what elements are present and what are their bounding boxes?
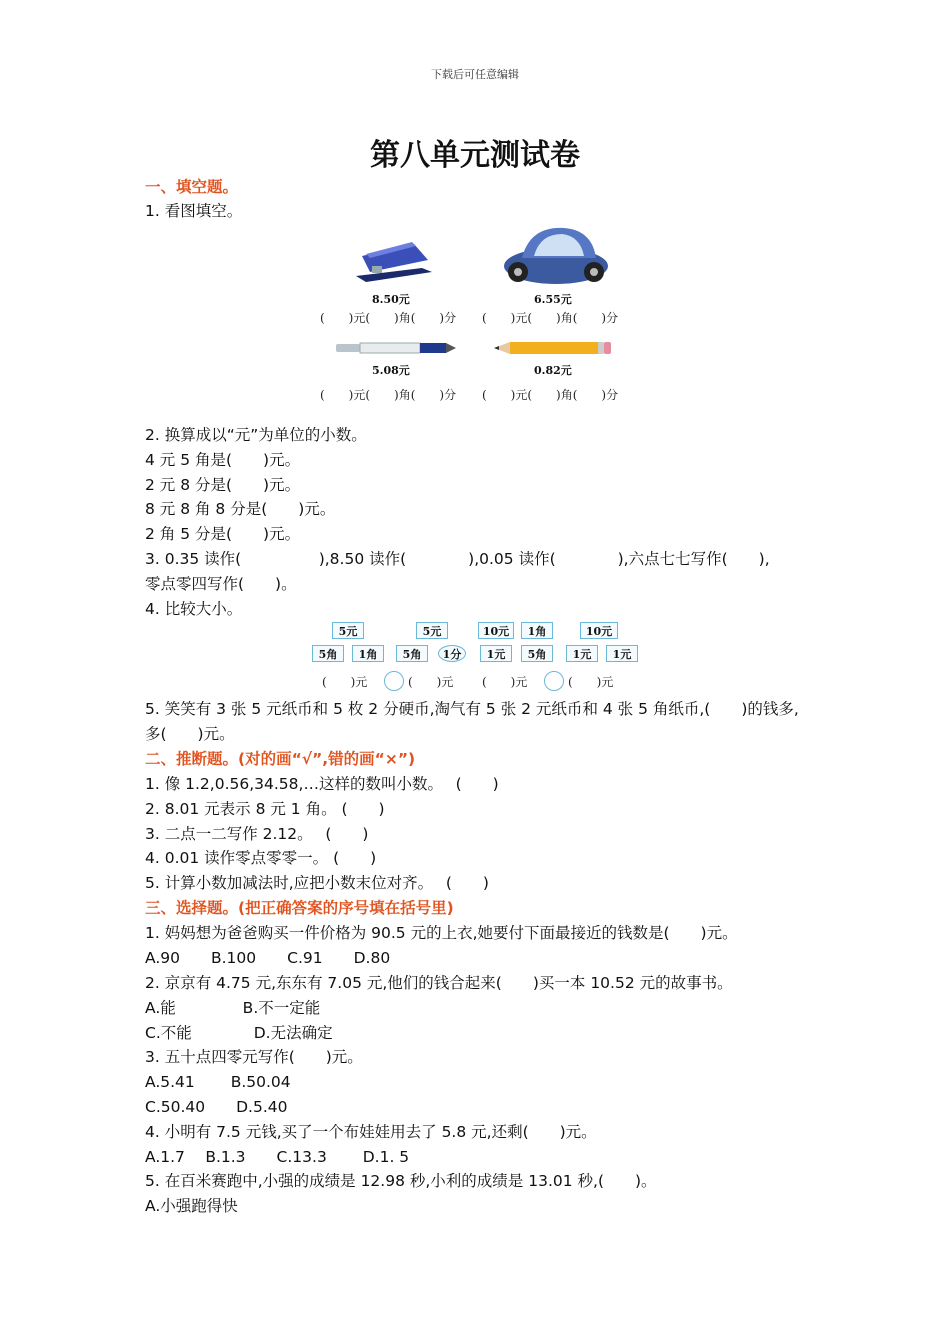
question-3-line-4: A.能 B.不一定能	[145, 999, 321, 1017]
question-1-3b: 零点零四写作( )。	[145, 575, 297, 593]
page-title: 第八单元测试卷	[370, 138, 580, 173]
pen-image	[334, 340, 458, 356]
section-3-heading: 三、选择题。(把正确答案的序号填在括号里)	[145, 899, 454, 917]
question-2-4: 4. 0.01 读作零点零零一。 ( )	[145, 849, 377, 867]
question-2-3: 3. 二点一二写作 2.12。 ( )	[145, 825, 369, 843]
question-3-line-8: C.50.40 D.5.40	[145, 1098, 288, 1116]
stapler-blank-row: ( )元( )角( )分	[320, 311, 457, 325]
question-3-line-10: A.1.7 B.1.3 C.13.3 D.1. 5	[145, 1148, 410, 1166]
pencil-price: 0.82元	[534, 364, 572, 377]
question-1-5a: 5. 笑笑有 3 张 5 元纸币和 5 枚 2 分硬币,淘气有 5 张 2 元纸币和 4 张 5 角纸币,( )的钱多,	[145, 700, 799, 718]
stapler-price: 8.50元	[372, 293, 410, 306]
note-bottom-5: 1元	[480, 645, 512, 662]
question-1-4: 4. 比较大小。	[145, 600, 243, 618]
page-header: 下载后可任意编辑	[431, 68, 519, 81]
question-3-line-7: A.5.41 B.50.04	[145, 1073, 291, 1091]
question-1-5b: 多( )元。	[145, 725, 235, 743]
note-bottom-8: 1元	[606, 645, 638, 662]
question-3-line-1: 1. 妈妈想为爸爸购买一件价格为 90.5 元的上衣,她要付下面最接近的钱数是( )元。	[145, 924, 738, 942]
question-1-2d: 2 角 5 分是( )元。	[145, 525, 301, 543]
question-2-2: 2. 8.01 元表示 8 元 1 角。 ( )	[145, 800, 385, 818]
section-2-heading: 二、推断题。(对的画“√”,错的画“×”)	[145, 750, 416, 768]
question-1-3a: 3. 0.35 读作( ),8.50 读作( ),0.05 读作( ),六点七七写作( ),	[145, 550, 770, 568]
car-blank-row: ( )元( )角( )分	[482, 311, 619, 325]
compare-2-left: ( )元	[482, 675, 528, 689]
pencil-image	[492, 339, 612, 357]
note-bottom-2: 1角	[352, 645, 384, 662]
car-image	[500, 222, 612, 288]
stapler-image	[352, 232, 436, 288]
note-bottom-1: 5角	[312, 645, 344, 662]
note-top-2: 5元	[416, 622, 448, 639]
note-bottom-6: 5角	[521, 645, 553, 662]
question-3-line-12: A.小强跑得快	[145, 1197, 238, 1215]
pencil-blank-row: ( )元( )角( )分	[482, 388, 619, 402]
question-3-line-6: 3. 五十点四零元写作( )元。	[145, 1048, 363, 1066]
question-1-1: 1. 看图填空。	[145, 202, 243, 220]
note-top-4: 1角	[521, 622, 553, 639]
coin-bottom-4: 1分	[438, 645, 466, 662]
question-3-line-2: A.90 B.100 C.91 D.80	[145, 949, 391, 967]
question-1-2c: 8 元 8 角 8 分是( )元。	[145, 500, 336, 518]
note-top-5: 10元	[580, 622, 618, 639]
question-3-line-5: C.不能 D.无法确定	[145, 1024, 333, 1042]
compare-2-right: ( )元	[568, 675, 614, 689]
question-2-1: 1. 像 1.2,0.56,34.58,…这样的数叫小数。 ( )	[145, 775, 499, 793]
question-2-5: 5. 计算小数加减法时,应把小数末位对齐。 ( )	[145, 874, 489, 892]
note-bottom-3: 5角	[396, 645, 428, 662]
compare-1-circle[interactable]	[384, 671, 404, 691]
question-3-line-3: 2. 京京有 4.75 元,东东有 7.05 元,他们的钱合起来( )买一本 10.52 元的故事书。	[145, 974, 733, 992]
compare-1-right: ( )元	[408, 675, 454, 689]
car-price: 6.55元	[534, 293, 572, 306]
note-top-1: 5元	[332, 622, 364, 639]
question-3-line-9: 4. 小明有 7.5 元钱,买了一个布娃娃用去了 5.8 元,还剩( )元。	[145, 1123, 597, 1141]
note-bottom-7: 1元	[566, 645, 598, 662]
question-3-line-11: 5. 在百米赛跑中,小强的成绩是 12.98 秒,小利的成绩是 13.01 秒,( )。	[145, 1172, 657, 1190]
compare-1-left: ( )元	[322, 675, 368, 689]
pen-price: 5.08元	[372, 364, 410, 377]
question-1-2b: 2 元 8 分是( )元。	[145, 476, 301, 494]
question-1-2: 2. 换算成以“元”为单位的小数。	[145, 426, 367, 444]
pen-blank-row: ( )元( )角( )分	[320, 388, 457, 402]
compare-2-circle[interactable]	[544, 671, 564, 691]
question-1-2a: 4 元 5 角是( )元。	[145, 451, 301, 469]
section-1-heading: 一、填空题。	[145, 178, 239, 196]
note-top-3: 10元	[478, 622, 514, 639]
